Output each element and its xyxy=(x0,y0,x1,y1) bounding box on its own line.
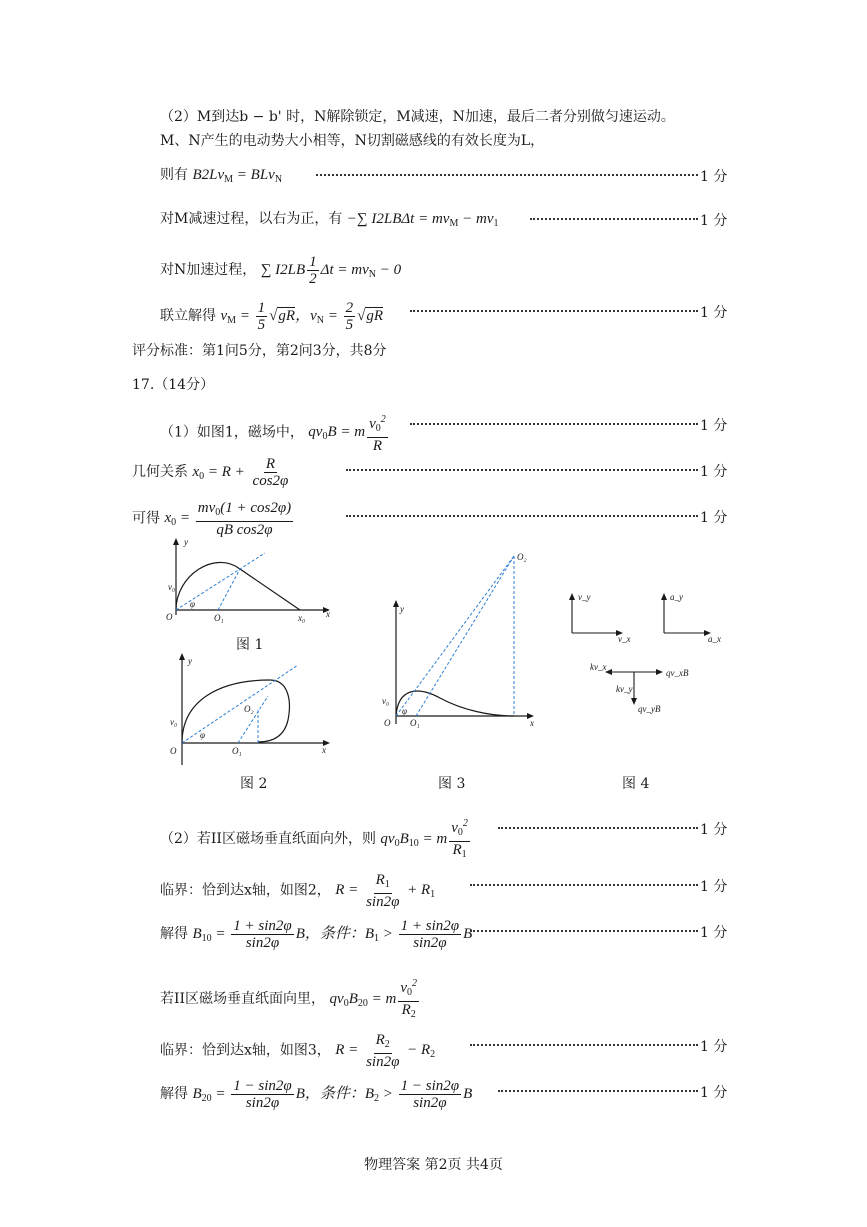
fig1-v0-label: v₀ xyxy=(168,582,176,592)
b1-prefix: （2）若II区磁场垂直纸面向外，则 xyxy=(160,830,376,847)
a1-prefix: （1）如图1，磁场中， xyxy=(160,424,304,441)
eq1-line xyxy=(160,166,282,189)
b3-prefix: 解得 xyxy=(160,925,188,942)
a3-formula: $x_0$ = $\frac{mv_0(1 + \cos 2\varphi)}{\text{qB cos2φ}}$ xyxy=(164,500,292,538)
fig4-qvxb-label: qv_xB xyxy=(666,668,689,678)
b6-prefix: 解得 xyxy=(160,1085,188,1102)
dots-b3 xyxy=(470,930,698,932)
b6-formula: $B_{20}$ = $\frac{1 - \sin 2\varphi}{\sin 2\varphi}$ B，条件：$B_2$ > $\frac{1 - \sin 2\varphi}{\sin 2\varphi}$ B xyxy=(192,1078,473,1111)
score-a3: 1 分 xyxy=(700,510,728,526)
dots-b2 xyxy=(470,884,698,886)
a2-line xyxy=(132,456,292,489)
fig3-phi-label: φ xyxy=(402,706,407,716)
fig1-x-label: x xyxy=(326,609,330,619)
dots-b5 xyxy=(470,1044,698,1046)
eq4-line xyxy=(160,300,383,333)
fig3-y-label: y xyxy=(400,604,404,614)
score-eq2: 1 分 xyxy=(700,213,728,229)
a2-formula: $x_0 = R$ + $\frac{R}{\cos 2\varphi}$ xyxy=(192,456,289,489)
figure-4 xyxy=(580,588,730,728)
fig3-v0-label: v₀ xyxy=(382,696,390,706)
fig4-qvyb-label: qv_yB xyxy=(638,704,661,714)
fig2-o2-label: O₂ xyxy=(244,704,254,714)
score-a1: 1 分 xyxy=(700,418,728,434)
fig1-o1-label: O₁ xyxy=(214,613,224,623)
fig3-x-label: x xyxy=(530,718,534,728)
fig1-caption: 图 1 xyxy=(236,637,264,653)
score-b1: 1 分 xyxy=(700,822,728,838)
a1-formula: $qv_0B = m$ $\frac{v_0^2}{R}$ xyxy=(308,414,386,454)
score-b2: 1 分 xyxy=(700,879,728,895)
dots-eq2 xyxy=(530,218,698,220)
grading-text: 评分标准：第1问5分，第2问3分，共8分 xyxy=(132,343,387,359)
dots-a1 xyxy=(410,423,698,425)
dots-a2 xyxy=(346,469,698,471)
figure-1 xyxy=(160,535,340,630)
fig2-x-label: x xyxy=(322,745,326,755)
dots-eq4 xyxy=(410,310,698,312)
fig3-caption: 图 3 xyxy=(438,776,466,792)
score-b6: 1 分 xyxy=(700,1085,728,1101)
fig3-origin-label: O xyxy=(384,718,391,728)
dots-eq1 xyxy=(316,174,698,176)
a3-prefix: 可得 xyxy=(132,510,160,527)
score-b5: 1 分 xyxy=(700,1039,728,1055)
part2-line2: M、N产生的电动势大小相等，N切割磁感线的有效长度为L， xyxy=(160,133,545,149)
fig3-o2-label: O₂ xyxy=(517,552,527,562)
a1-line xyxy=(160,412,390,454)
b2-line xyxy=(160,872,435,910)
fig4-kvx-label: kv_x xyxy=(590,662,607,672)
score-a2: 1 分 xyxy=(700,464,728,480)
eq2-line xyxy=(160,210,498,233)
dots-b1 xyxy=(498,827,698,829)
eq4-prefix: 联立解得 xyxy=(160,307,216,324)
eq3-formula: ∑ I2LB $\frac{1}{2}$ $\Delta t = mv_N - 0$ xyxy=(260,254,402,287)
b5-prefix: 临界：恰到达x轴，如图3， xyxy=(160,1042,331,1059)
b1-formula: $qv_0B_{10} = m$ $\frac{v_0^2}{R_1}$ xyxy=(380,818,468,860)
page-footer: 物理答案 第2页 共4页 xyxy=(364,1157,503,1173)
eq2-prefix: 对M减速过程，以右为正，有 xyxy=(160,211,343,227)
fig3-o1-label: O₁ xyxy=(410,718,420,728)
fig4-vy-label: v_y xyxy=(578,592,591,602)
fig2-origin-label: O xyxy=(170,746,177,756)
b6-line xyxy=(160,1078,472,1111)
fig2-phi-label: φ xyxy=(200,730,205,740)
fig2-o1-label: O₁ xyxy=(232,746,242,756)
b1-line xyxy=(160,816,472,863)
figure-3 xyxy=(380,548,540,730)
fig1-x0-label: x₀ xyxy=(298,613,306,623)
eq3-line xyxy=(160,254,401,287)
eq3-prefix: 对N加速过程， xyxy=(160,261,257,278)
b2-prefix: 临界：恰到达x轴，如图2， xyxy=(160,882,331,899)
b3-line xyxy=(160,918,472,951)
b4-prefix: 若II区磁场垂直纸面向里， xyxy=(160,990,326,1007)
eq1-formula: $B2Lv_M = BLv_N$ xyxy=(192,167,283,185)
score-eq1: 1 分 xyxy=(700,169,728,185)
b5-formula: R = $\frac{R_2}{\sin 2\varphi}$ − $R_2$ xyxy=(335,1032,436,1070)
fig1-origin-label: O xyxy=(166,612,173,622)
a2-prefix: 几何关系 xyxy=(132,463,188,480)
b4-line xyxy=(160,976,421,1023)
fig1-y-label: y xyxy=(184,537,188,547)
figure-2 xyxy=(160,650,340,765)
b2-formula: R = $\frac{R_1}{\sin 2\varphi}$ + $R_1$ xyxy=(335,872,436,910)
eq1-prefix: 则有 xyxy=(160,167,188,183)
fig2-y-label: y xyxy=(188,656,192,666)
part2-line1: （2）M到达b − b' 时，N解除锁定，M减速，N加速，最后二者分别做匀速运动。 xyxy=(160,109,675,125)
fig4-ax-label: a_x xyxy=(708,634,721,644)
fig2-caption: 图 2 xyxy=(240,776,268,792)
eq2-formula: −∑ $I2LB\Delta t = mv_M - mv_1$ xyxy=(346,211,499,229)
dots-b6 xyxy=(498,1090,698,1092)
fig2-v0-label: v₀ xyxy=(170,717,178,727)
fig4-ay-label: a_y xyxy=(670,592,683,602)
dots-a3 xyxy=(346,515,698,517)
score-eq4: 1 分 xyxy=(700,305,728,321)
score-b3: 1 分 xyxy=(700,925,728,941)
b4-formula: $qv_0B_{20} = m$ $\frac{v_0^2}{R_2}$ xyxy=(329,978,417,1020)
q17-heading: 17.（14分） xyxy=(132,377,215,393)
fig4-vx-label: v_x xyxy=(618,634,631,644)
fig4-kvy-label: kv_y xyxy=(616,684,633,694)
b5-line xyxy=(160,1032,435,1070)
eq4-formula: $v_M$ = $\frac{1}{5}$ √gR，$v_N$ = $\frac{2}{5}$ √gR xyxy=(220,300,383,333)
fig4-caption: 图 4 xyxy=(622,776,650,792)
b3-formula: $B_{10}$ = $\frac{1 + \sin 2\varphi}{\sin 2\varphi}$ B，条件：$B_1$ > $\frac{1 + \sin 2\varphi}{\sin 2\varphi}$ B xyxy=(192,918,473,951)
a3-line xyxy=(132,500,295,538)
fig1-phi-label: φ xyxy=(190,599,195,609)
